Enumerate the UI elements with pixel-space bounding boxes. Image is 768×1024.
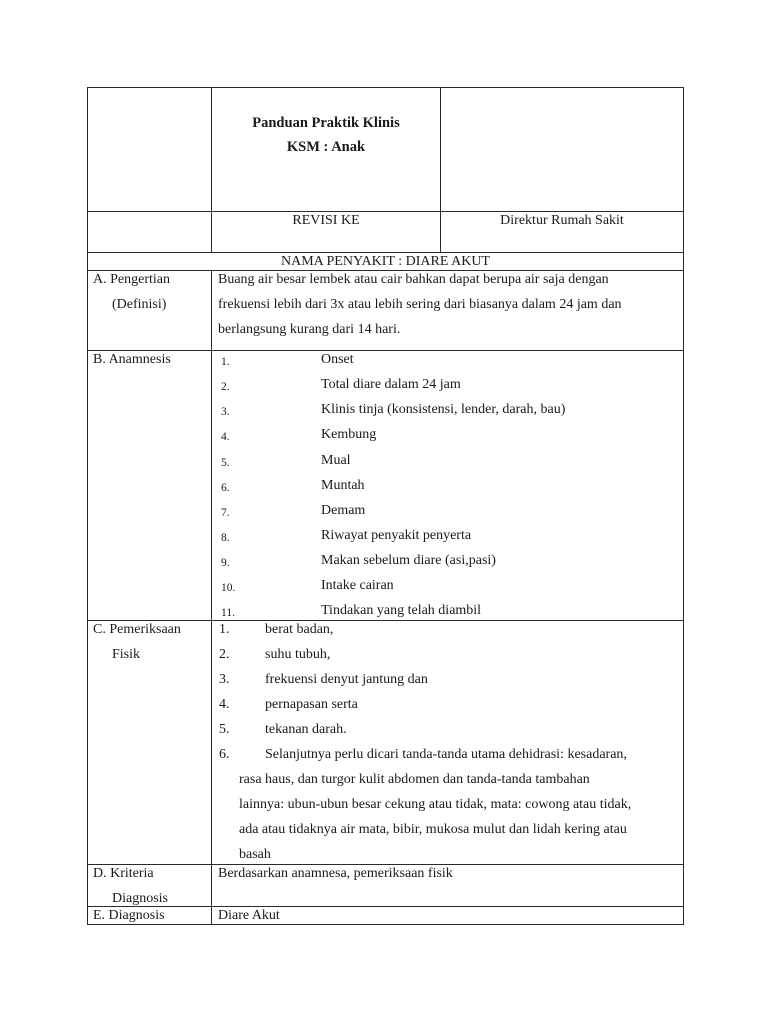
pemeriksaan-sublabel: Fisik xyxy=(112,647,141,662)
document-title: Panduan Praktik Klinis xyxy=(252,115,400,131)
list-item: Mual xyxy=(321,453,351,468)
direktur-label: Direktur Rumah Sakit xyxy=(500,213,624,228)
continuation-line: rasa haus, dan turgor kulit abdomen dan tanda-tanda tambahan xyxy=(239,772,590,787)
table-border-left xyxy=(87,87,88,925)
continuation-line: lainnya: ubun-ubun besar cekung atau tidak, mata: cowong atau tidak, xyxy=(239,797,632,812)
list-item: berat badan, xyxy=(265,622,334,637)
kriteria-sublabel: Diagnosis xyxy=(112,891,168,906)
row-divider xyxy=(87,270,684,271)
row-divider xyxy=(87,864,684,865)
list-item: Kembung xyxy=(321,427,377,442)
list-number: 1. xyxy=(219,622,230,637)
pengertian-text-line: berlangsung kurang dari 14 hari. xyxy=(218,322,401,337)
list-item: Demam xyxy=(321,503,366,518)
list-item: Onset xyxy=(321,352,354,367)
list-number: 1. xyxy=(221,356,230,368)
list-number: 5. xyxy=(219,722,230,737)
list-number: 7. xyxy=(221,507,230,519)
table-border-bottom xyxy=(87,924,684,925)
list-number: 3. xyxy=(219,672,230,687)
disease-name: NAMA PENYAKIT : DIARE AKUT xyxy=(281,254,490,269)
table-border-right xyxy=(683,87,684,925)
kriteria-text: Berdasarkan anamnesa, pemeriksaan fisik xyxy=(218,866,453,881)
list-number: 2. xyxy=(219,647,230,662)
row-divider xyxy=(87,252,684,253)
list-item: frekuensi denyut jantung dan xyxy=(265,672,428,687)
row-divider xyxy=(87,620,684,621)
continuation-line: basah xyxy=(239,847,271,862)
list-item: suhu tubuh, xyxy=(265,647,331,662)
row-divider xyxy=(87,906,684,907)
list-item: Total diare dalam 24 jam xyxy=(321,377,461,392)
list-number: 8. xyxy=(221,532,230,544)
revisi-label: REVISI KE xyxy=(292,213,360,228)
list-item: Riwayat penyakit penyerta xyxy=(321,528,472,543)
list-item: Intake cairan xyxy=(321,578,394,593)
list-item: tekanan darah. xyxy=(265,722,347,737)
list-number: 5. xyxy=(221,457,230,469)
diagnosis-text: Diare Akut xyxy=(218,908,280,923)
row-divider xyxy=(87,350,684,351)
list-number: 4. xyxy=(219,697,230,712)
list-number: 6. xyxy=(219,747,230,762)
column-divider xyxy=(211,270,212,925)
list-item: Klinis tinja (konsistensi, lender, darah, bau) xyxy=(321,402,566,417)
list-number: 3. xyxy=(221,406,230,418)
list-number: 9. xyxy=(221,557,230,569)
row-divider xyxy=(87,211,684,212)
table-border-top xyxy=(87,87,684,88)
ksm-label: KSM : Anak xyxy=(286,139,366,155)
list-item: Makan sebelum diare (asi,pasi) xyxy=(321,553,496,568)
pengertian-label: A. Pengertian xyxy=(93,272,170,287)
anamnesis-label: B. Anamnesis xyxy=(93,352,171,367)
list-item: Selanjutnya perlu dicari tanda-tanda utama dehidrasi: kesadaran, xyxy=(265,747,627,762)
list-number: 10. xyxy=(221,582,236,594)
list-item: Tindakan yang telah diambil xyxy=(321,603,482,618)
pemeriksaan-label: C. Pemeriksaan xyxy=(93,622,181,637)
diagnosis-label: E. Diagnosis xyxy=(93,908,165,923)
pengertian-text-line: Buang air besar lembek atau cair bahkan dapat berupa air saja dengan xyxy=(218,272,609,287)
list-number: 11. xyxy=(221,607,235,619)
list-number: 2. xyxy=(221,381,230,393)
kriteria-label: D. Kriteria xyxy=(93,866,154,881)
list-number: 4. xyxy=(221,431,230,443)
continuation-line: ada atau tidaknya air mata, bibir, mukosa mulut dan lidah kering atau xyxy=(239,822,627,837)
pengertian-sublabel: (Definisi) xyxy=(112,297,167,312)
list-item: pernapasan serta xyxy=(265,697,358,712)
list-item: Muntah xyxy=(321,478,365,493)
pengertian-text-line: frekuensi lebih dari 3x atau lebih sering dari biasanya dalam 24 jam dan xyxy=(218,297,622,312)
list-number: 6. xyxy=(221,482,230,494)
